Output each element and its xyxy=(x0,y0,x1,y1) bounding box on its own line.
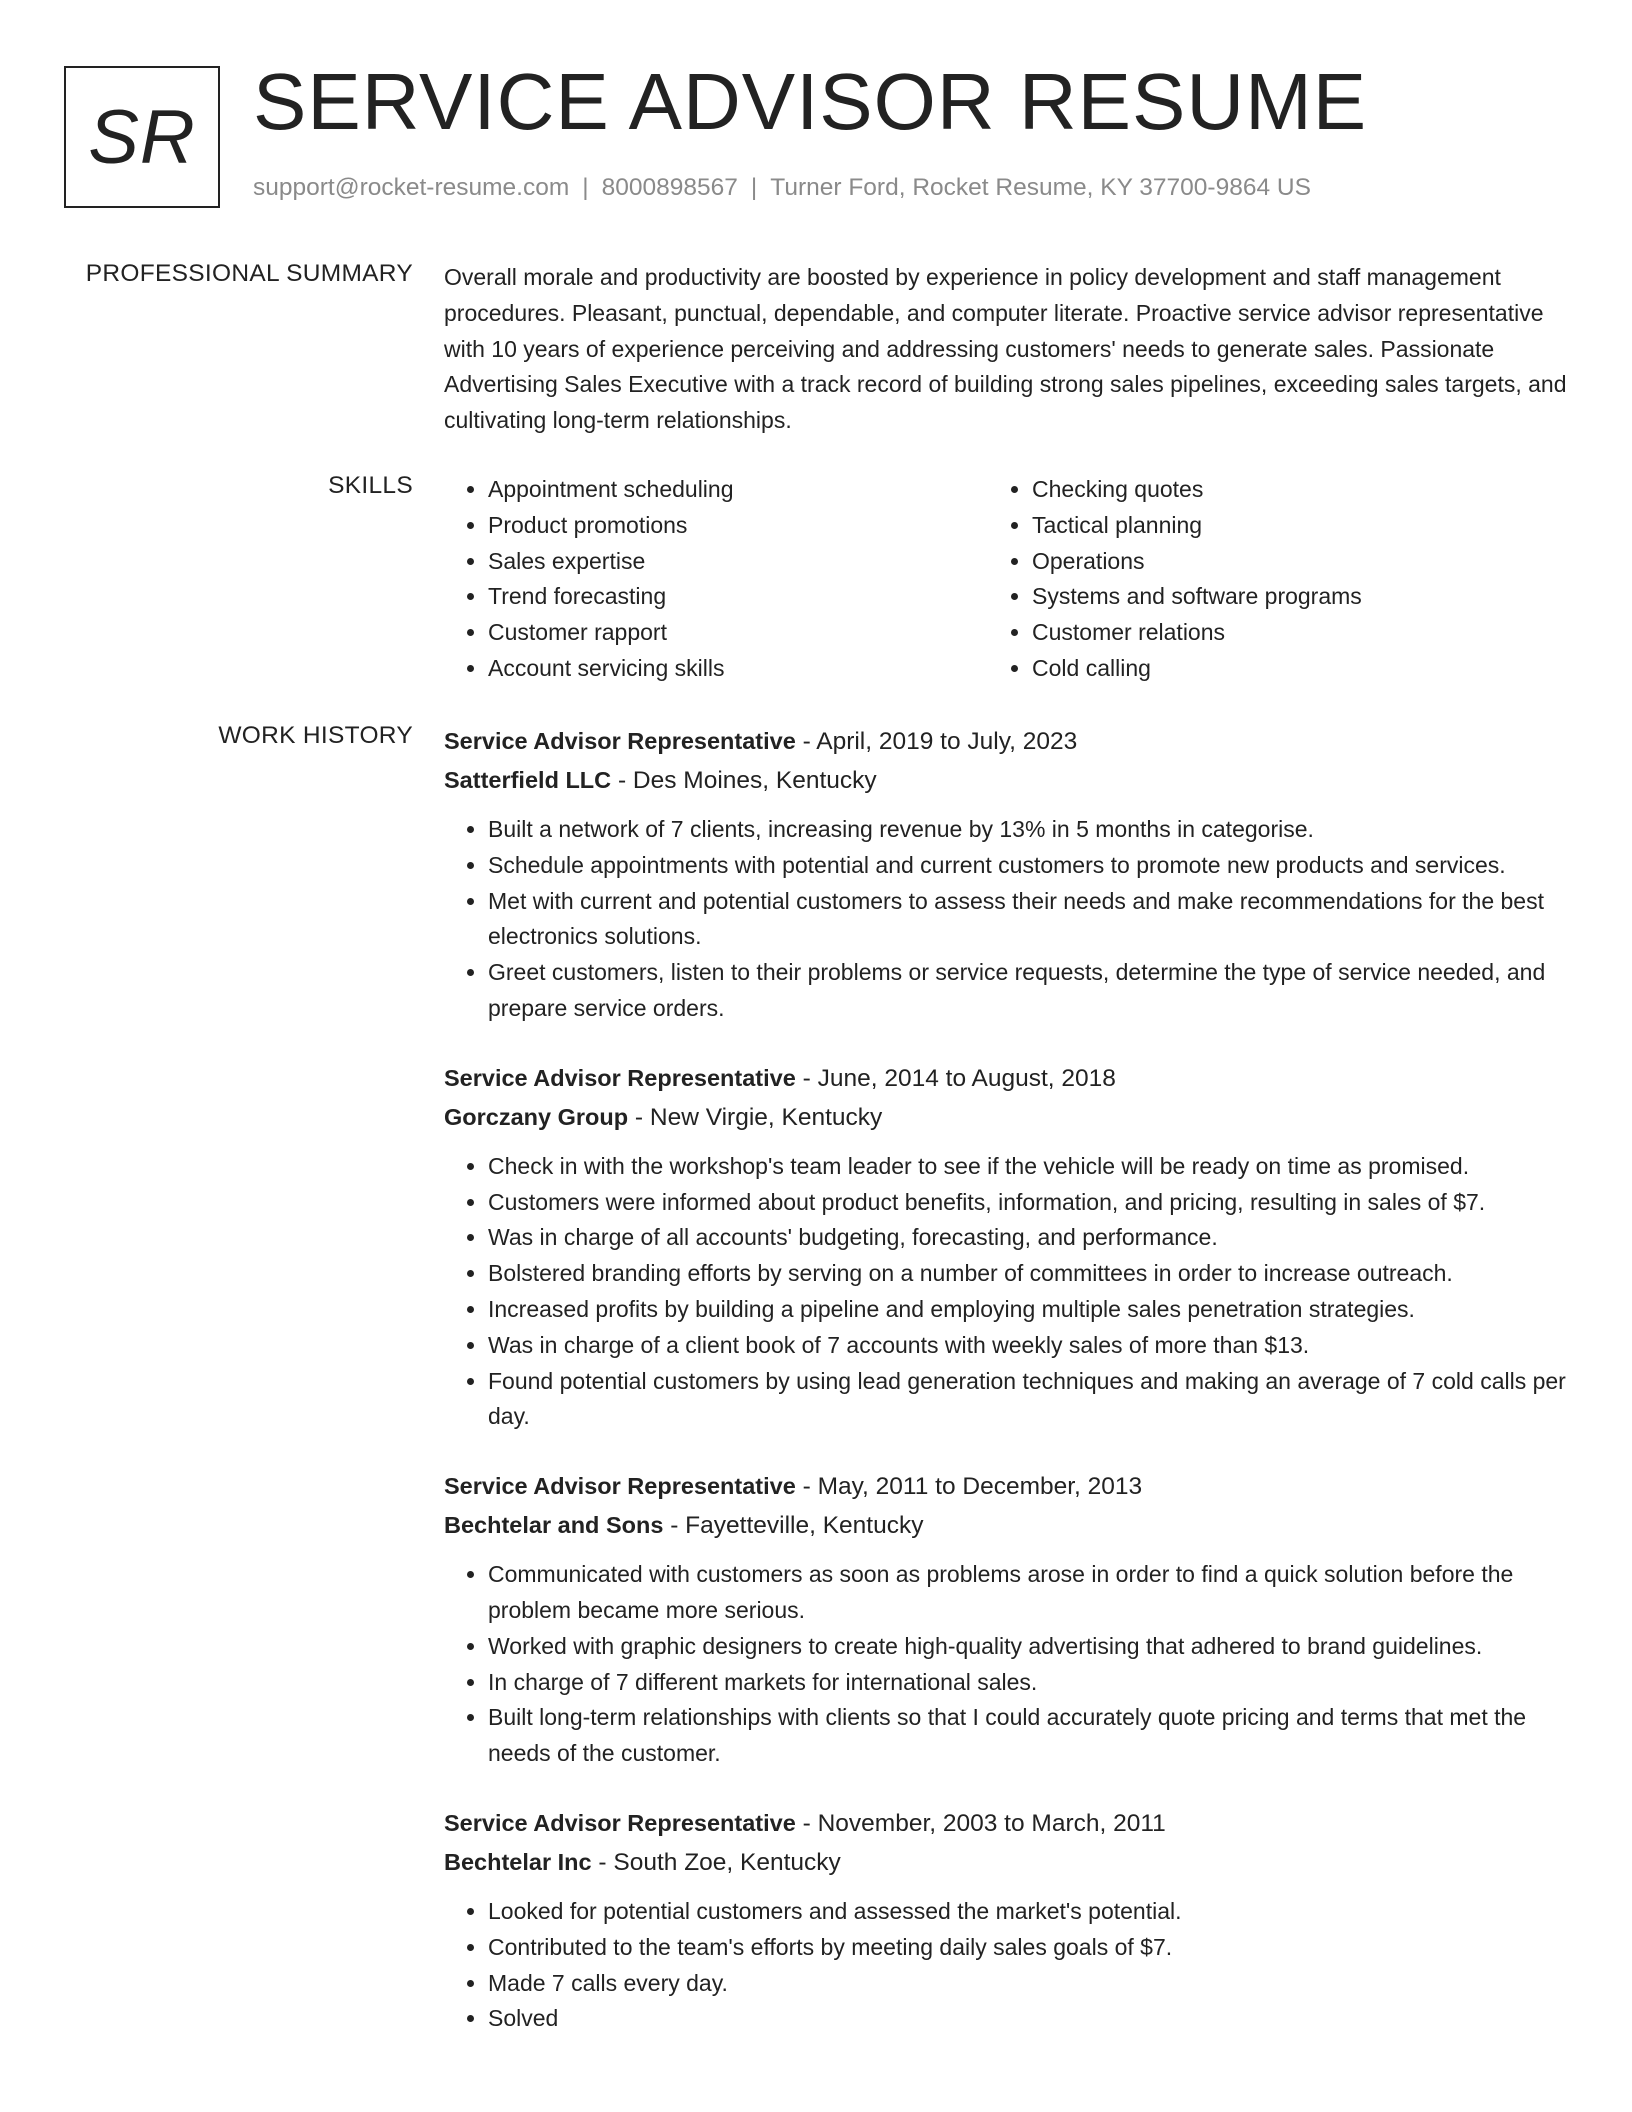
section-label-summary: PROFESSIONAL SUMMARY xyxy=(85,260,413,287)
skill-item: • Sales expertise xyxy=(488,544,988,580)
skill-item: • Customer relations xyxy=(1032,615,1552,651)
job-company: Gorczany Group xyxy=(444,1103,629,1130)
skill-item: • Tactical planning xyxy=(1032,508,1552,544)
job-bullets xyxy=(444,812,1569,1027)
skill-item: • Operations xyxy=(1032,544,1552,580)
job-bullet: • Customers were informed about product benefits, information, and pricing, resulting in sales of $7. xyxy=(488,1185,1569,1221)
job-company: Bechtelar and Sons xyxy=(444,1512,664,1539)
contact-email[interactable]: support@rocket-resume.com xyxy=(253,174,570,201)
job-entry xyxy=(444,1804,1569,2037)
job-bullets xyxy=(444,1149,1569,1435)
job-title-line xyxy=(444,1059,1569,1098)
contact-separator: | xyxy=(750,174,758,201)
contact-address: Turner Ford, Rocket Resume, KY 37700-9864 US xyxy=(770,174,1311,201)
job-entry xyxy=(444,722,1569,1027)
job-company: Satterfield LLC xyxy=(444,767,612,793)
job-bullet: • Greet customers, listen to their problems or service requests, determine the type of service needed, and prepare service orders. xyxy=(488,955,1569,1027)
job-bullet: • Built long-term relationships with clients so that I could accurately quote pricing and terms that met the needs of the customer. xyxy=(488,1700,1569,1772)
job-bullet: • Increased profits by building a pipeline and employing multiple sales penetration strategies. xyxy=(488,1292,1569,1328)
job-bullet: • Looked for potential customers and assessed the market's potential. xyxy=(488,1894,1569,1930)
work-history-content xyxy=(444,722,1569,2037)
job-title: Service Advisor Representative xyxy=(444,1809,796,1836)
job-dates: - November, 2003 to March, 2011 xyxy=(795,1809,1166,1837)
contact-phone[interactable]: 8000898567 xyxy=(601,174,738,201)
job-company: Bechtelar Inc xyxy=(444,1848,592,1875)
job-entry xyxy=(444,1059,1569,1435)
contact-line xyxy=(253,174,1311,202)
job-title: Service Advisor Representative xyxy=(444,1473,796,1500)
skill-item: • Account servicing skills xyxy=(488,651,988,687)
job-title-line xyxy=(444,1467,1569,1506)
job-bullet: • Made 7 calls every day. xyxy=(488,1966,1569,2002)
job-company-line xyxy=(444,761,1569,800)
skills-column-1 xyxy=(444,472,988,687)
job-bullet: • Built a network of 7 clients, increasing revenue by 13% in 5 months in categorise. xyxy=(488,812,1569,848)
skills-columns xyxy=(444,472,1569,687)
job-bullets xyxy=(444,1557,1569,1772)
monogram-box xyxy=(64,66,220,208)
job-title: Service Advisor Representative xyxy=(444,1064,796,1091)
job-bullet: • Check in with the workshop's team leader to see if the vehicle will be ready on time as promised. xyxy=(488,1149,1569,1185)
skill-item: • Appointment scheduling xyxy=(488,472,988,508)
job-bullet: • Was in charge of a client book of 7 accounts with weekly sales of more than $13. xyxy=(488,1328,1569,1364)
job-location: - South Zoe, Kentucky xyxy=(591,1848,841,1876)
skill-item: • Systems and software programs xyxy=(1032,579,1552,615)
skill-item: • Product promotions xyxy=(488,508,988,544)
job-company-line xyxy=(444,1098,1569,1137)
section-label-skills: SKILLS xyxy=(328,472,413,499)
job-dates: - June, 2014 to August, 2018 xyxy=(795,1064,1116,1092)
job-title-line xyxy=(444,1804,1569,1843)
job-company-line xyxy=(444,1843,1569,1882)
skill-item: • Checking quotes xyxy=(1032,472,1552,508)
resume-title: SERVICE ADVISOR RESUME xyxy=(253,57,1368,146)
section-label-work-history: WORK HISTORY xyxy=(218,722,413,749)
job-bullet: • Found potential customers by using lead generation techniques and making an average of 7 cold calls per day. xyxy=(488,1364,1569,1436)
job-bullet: • Communicated with customers as soon as problems arose in order to find a quick solution before the problem became more serious. xyxy=(488,1557,1569,1629)
skill-item: • Customer rapport xyxy=(488,615,988,651)
job-location: - Des Moines, Kentucky xyxy=(611,767,877,794)
job-company-line xyxy=(444,1506,1569,1545)
summary-text: Overall morale and productivity are boosted by experience in policy development and staff management procedures. Pleasant, punctual, dependable, and computer literate. Proactive service advisor representative with 10 years of experience perceiving and addressing customers' needs to generate sales. Passionate Advertising Sales Executive with a track record of building strong sales pipelines, exceeding sales targets, and cultivating long-term relationships. xyxy=(444,264,1567,434)
job-location: - New Virgie, Kentucky xyxy=(628,1103,883,1131)
skill-item: • Trend forecasting xyxy=(488,579,988,615)
job-title-line xyxy=(444,722,1569,761)
job-title: Service Advisor Representative xyxy=(444,728,796,754)
job-dates: - April, 2019 to July, 2023 xyxy=(795,728,1078,755)
skill-item: • Cold calling xyxy=(1032,651,1552,687)
job-bullet: • Was in charge of all accounts' budgeting, forecasting, and performance. xyxy=(488,1220,1569,1256)
contact-separator: | xyxy=(582,174,589,201)
job-bullet: • Contributed to the team's efforts by meeting daily sales goals of $7. xyxy=(488,1930,1569,1966)
job-bullets xyxy=(444,1894,1569,2037)
job-location: - Fayetteville, Kentucky xyxy=(663,1512,924,1540)
job-bullet: • Met with current and potential customers to assess their needs and make recommendations for the best electronics solutions. xyxy=(488,884,1569,956)
skills-column-2 xyxy=(988,472,1552,687)
job-bullet: • Worked with graphic designers to create high-quality advertising that adhered to brand guidelines. xyxy=(488,1629,1569,1665)
job-bullet: • Schedule appointments with potential and current customers to promote new products and services. xyxy=(488,848,1569,884)
summary-content xyxy=(444,260,1569,439)
monogram-initials: SR xyxy=(88,94,196,180)
job-dates: - May, 2011 to December, 2013 xyxy=(795,1473,1143,1501)
job-entry xyxy=(444,1467,1569,1772)
job-bullet: • Solved xyxy=(488,2001,1569,2037)
job-bullet: • In charge of 7 different markets for international sales. xyxy=(488,1665,1569,1701)
job-bullet: • Bolstered branding efforts by serving on a number of committees in order to increase outreach. xyxy=(488,1256,1569,1292)
